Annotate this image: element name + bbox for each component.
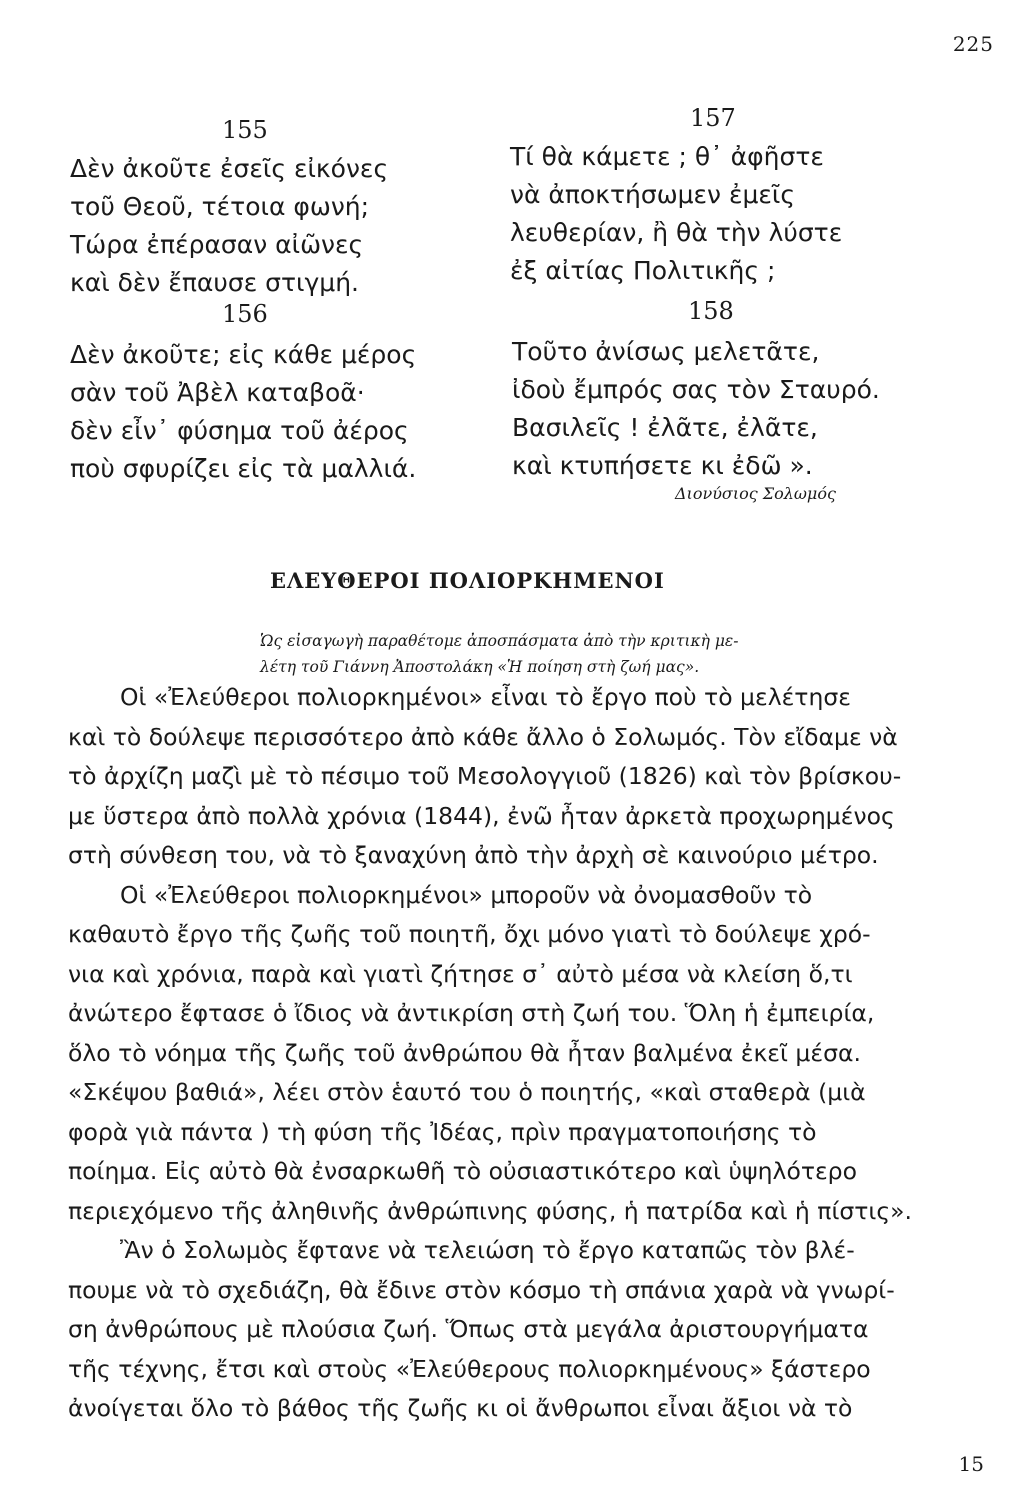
prose-line: τὸ ἀρχίζη μαζὶ μὲ τὸ πέσιμο τοῦ Μεσολογγιοῦ (1826) καὶ τὸν βρίσκου- [68,762,902,790]
stanza-number: 155 [222,116,268,144]
verse-line: ἐξ αἰτίας Πολιτικῆς ; [510,256,776,285]
prose-line: ση ἀνθρώπους μὲ πλούσια ζωή. Ὅπως στὰ μεγάλα ἀριστουργήματα [68,1315,869,1343]
stanza-number: 158 [688,297,734,325]
prose-line: νια καὶ χρόνια, παρὰ καὶ γιατὶ ζήτησε σ᾽ αὐτὸ μέσα νὰ κλείση ὅ,τι [68,959,853,988]
prose-line: ποίημα. Εἰς αὐτὸ θὰ ἐνσαρκωθῆ τὸ οὐσιαστικότερο καὶ ὑψηλότερο [68,1157,857,1185]
verse-line: καὶ δὲν ἔπαυσε στιγμή. [70,268,360,297]
verse-line: δὲν εἶν᾽ φύσημα τοῦ ἀέρος [70,416,409,445]
verse-line: Τώρα ἐπέρασαν αἰῶνες [70,230,364,259]
verse-line: Δὲν ἀκοῦτε ἐσεῖς εἰκόνες [70,154,389,183]
prose-line: «Σκέψου βαθιά», λέει στὸν ἑαυτό του ὁ ποιητής, «καὶ σταθερὰ (μιὰ [68,1078,866,1106]
prose-line: πουμε νὰ τὸ σχεδιάζη, θὰ ἔδινε στὸν κόσμο τὴ σπάνια χαρὰ νὰ γνωρί- [68,1275,895,1304]
verse-line: Δὲν ἀκοῦτε; εἰς κάθε μέρος [70,340,417,369]
verse-line: τοῦ Θεοῦ, τέτοια φωνή; [70,192,370,221]
verse-line: λευθερίαν, ἢ θὰ τὴν λύστε [510,218,843,247]
verse-line: καὶ κτυπήσετε κι ἐδῶ ». [512,451,813,480]
prose-line: με ὕστερα ἀπὸ πολλὰ χρόνια (1844), ἐνῶ ἦταν ἀρκετὰ προχωρημένος [68,801,895,830]
verse-line: Τί θὰ κάμετε ; θ᾽ ἀφῆστε [510,142,824,171]
signature-number: 15 [958,1452,984,1476]
intro-note [120,628,920,680]
stanza-lines [512,333,880,485]
verse-line: ἰδοὺ ἔμπρός σας τὸν Σταυρό. [512,375,880,404]
prose-line: στὴ σύνθεση του, νὰ τὸ ξαναχύνη ἀπὸ τὴν ἀρχὴ σὲ καινούριο μέτρο. [68,841,879,869]
prose-line: Οἱ «Ἐλεύθεροι πολιορκημένοι» μποροῦν νὰ ὀνομασθοῦν τὸ [120,880,813,909]
verse-line: σὰν τοῦ Ἀβὲλ καταβοᾶ· [70,378,365,407]
prose-line: ἀνώτερο ἔφτασε ὁ ἴδιος νὰ ἀντικρίση στὴ ζωή του. Ὅλη ἡ ἐμπειρία, [68,999,875,1027]
stanza-lines [70,150,388,302]
stanza-number: 156 [222,300,268,328]
prose-line: ὅλο τὸ νόημα τῆς ζωῆς τοῦ ἀνθρώπου θὰ ἦταν βαλμένα ἐκεῖ μέσα. [68,1038,861,1067]
verse-line: Βασιλεῖς ! ἐλᾶτε, ἐλᾶτε, [512,413,818,442]
page-number: 225 [952,32,994,56]
prose-line: Ἂν ὁ Σολωμὸς ἔφτανε νὰ τελειώση τὸ ἔργο καταπῶς τὸν βλέ- [120,1236,855,1264]
prose-line: καθαυτὸ ἔργο τῆς ζωῆς τοῦ ποιητῆ, ὄχι μόνο γιατὶ τὸ δούλεψε χρό- [68,920,871,948]
prose-line: καὶ τὸ δούλεψε περισσότερο ἀπὸ κάθε ἄλλο ὁ Σολωμός. Τὸν εἴδαμε νὰ [68,722,898,751]
prose-line: φορὰ γιὰ πάντα ) τὴ φύση τῆς Ἰδέας, πρὶν πραγματοποιήσης τὸ [68,1117,817,1146]
prose-line: Οἱ «Ἐλεύθεροι πολιορκημένοι» εἶναι τὸ ἔργο ποὺ τὸ μελέτησε [120,683,851,711]
verse-line: νὰ ἀποκτήσωμεν ἐμεῖς [510,180,796,209]
prose-line: περιεχόμενο τῆς ἀληθινῆς ἀνθρώπινης φύσης, ἡ πατρίδα καὶ ἡ πίστις». [68,1196,913,1225]
stanza-lines [510,138,842,290]
prose-body [68,678,928,1429]
section-title: ΕΛΕΥΘΕΡΟΙ ΠΟΛΙΟΡΚΗΜΕΝΟΙ [270,568,665,593]
verse-line: ποὺ σφυρίζει εἰς τὰ μαλλιά. [70,454,417,483]
prose-line: τῆς τέχνης, ἔτσι καὶ στοὺς «Ἐλεύθερους πολιορκημένους» ξάστερο [68,1354,871,1383]
intro-note-line: Ὡς εἰσαγωγὴ παραθέτομε ἀποσπάσματα ἀπὸ τὴν κριτικὴ με- [260,632,739,650]
stanza-number: 157 [690,104,736,132]
verse-line: Τοῦτο ἀνίσως μελετᾶτε, [512,337,820,366]
intro-note-line: λέτη τοῦ Γιάννη Ἀποστολάκη «Ἡ ποίηση στὴ ζωή μας». [260,658,700,676]
stanza-lines [70,336,416,488]
prose-line: ἀνοίγεται ὅλο τὸ βάθος τῆς ζωῆς κι οἱ ἄνθρωποι εἶναι ἄξιοι νὰ τὸ [68,1394,853,1422]
poem-author: Διονύσιος Σολωμός [675,484,836,503]
